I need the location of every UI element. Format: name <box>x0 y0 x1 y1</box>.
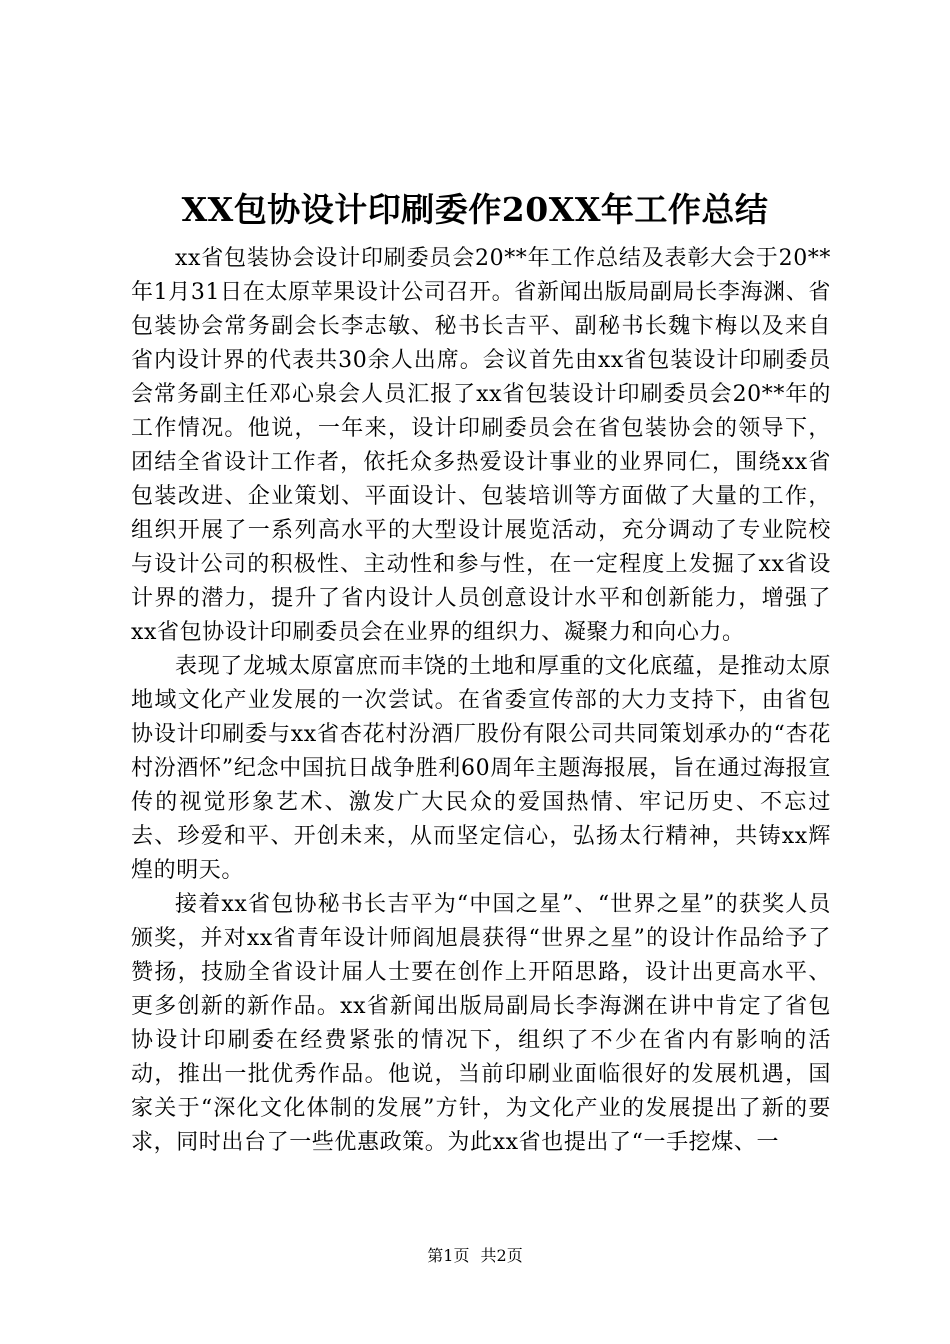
paragraph-1: xx省包装协会设计印刷委员会20**年工作总结及表彰大会于20**年1月31日在太原苹果设计公司召开。省新闻出版局副局长李海渊、省包装协会常务副会长李志敏、秘书长吉平、副秘书长魏卞梅以及来自省内设计界的代表共30余人出席。会议首先由xx省包装设计印刷委员会常务副主任邓心泉会人员汇报了xx省包装设计印刷委员会20**年的工作情况。他说，一年来，设计印刷委员会在省包装协会的领导下，团结全省设计工作者，依托众多热爱设计事业的业界同仁，围绕xx省包装改进、企业策划、平面设计、包装培训等方面做了大量的工作，组织开展了一系列高水平的大型设计展览活动，充分调动了专业院校与设计公司的积极性、主动性和参与性，在一定程度上发掘了xx省设计界的潜力，提升了省内设计人员创意设计水平和创新能力，增强了xx省包协设计印刷委员会在业界的组织力、凝聚力和向心力。 <box>131 246 831 645</box>
document-title: XX包协设计印刷委作20XX年工作总结 <box>181 190 769 229</box>
page-footer <box>0 1245 950 1267</box>
paragraph-2: 表现了龙城太原富庶而丰饶的土地和厚重的文化底蕴，是推动太原地域文化产业发展的一次尝试。在省委宣传部的大力支持下，由省包协设计印刷委与xx省杏花村汾酒厂股份有限公司共同策划承办的“杏花村汾酒怀”纪念中国抗日战争胜利60周年主题海报展，旨在通过海报宣传的视觉形象艺术、激发广大民众的爱国热情、牢记历史、不忘过去、珍爱和平、开创未来，从而坚定信心，弘扬太行精神，共铸xx辉煌的明天。 <box>131 654 831 883</box>
document-body <box>131 242 831 1160</box>
page-number: 第1页 <box>427 1246 470 1265</box>
paragraph-3: 接着xx省包协秘书长吉平为“中国之星”、“世界之星”的获奖人员颁奖，并对xx省青年设计师阎旭晨获得“世界之星”的设计作品给予了赞扬，技励全省设计届人士要在创作上开陌思路，设计出更高水平、更多创新的新作品。xx省新闻出版局副局长李海渊在讲中肯定了省包协设计印刷委在经费紧张的情况下，组织了不少在省内有影响的活动，推出一批优秀作品。他说，当前印刷业面临很好的发展机遇，国家关于“深化文化体制的发展”方针，为文化产业的发展提出了新的要求，同时出台了一些优惠政策。为此xx省也提出了“一手挖煤、一 <box>131 892 831 1155</box>
page-total: 共2页 <box>480 1246 523 1265</box>
